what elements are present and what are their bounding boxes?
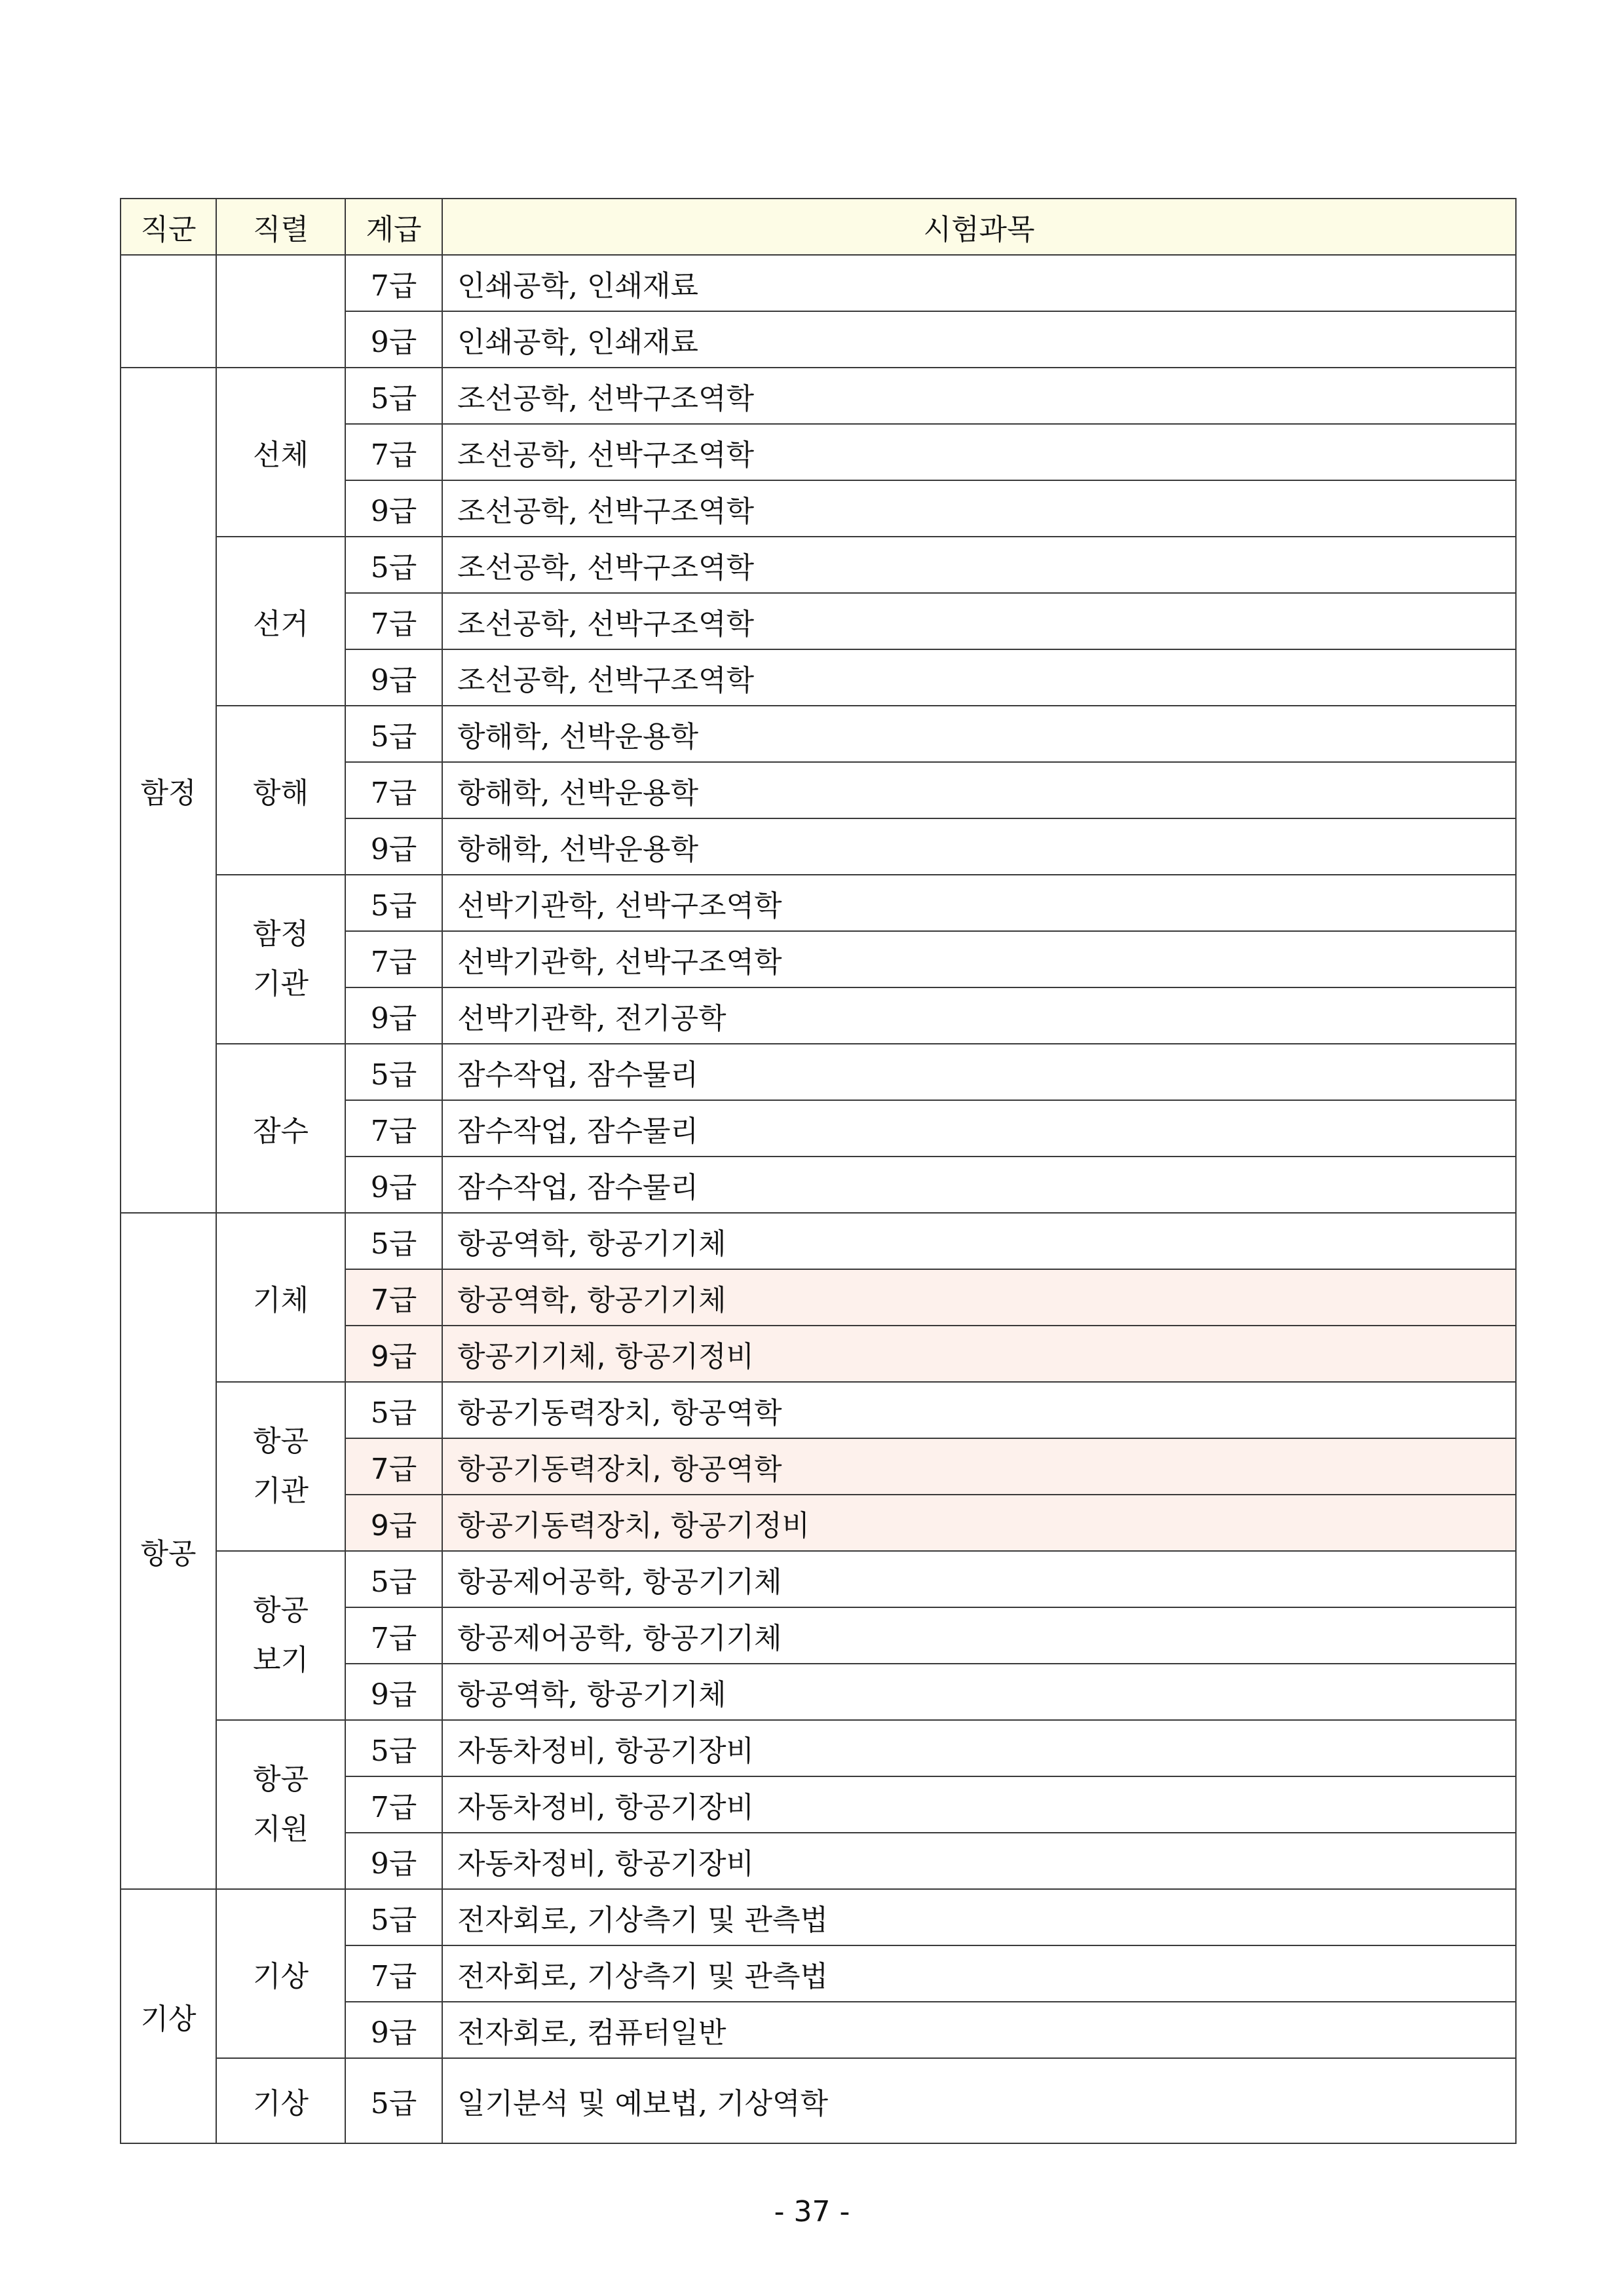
table-row [121, 1551, 1516, 1607]
subject-cell: 항공역학, 항공기기체 [442, 1664, 1516, 1720]
subject-cell: 조선공학, 선박구조역학 [442, 537, 1516, 593]
subject-cell: 조선공학, 선박구조역학 [442, 424, 1516, 480]
series-cell-hanggong-gigwan [216, 1382, 345, 1551]
grade-cell: 9급 [345, 1326, 442, 1382]
grade-cell: 9급 [345, 480, 442, 537]
grade-cell: 9급 [345, 1664, 442, 1720]
subject-cell: 항공기동력장치, 항공역학 [442, 1438, 1516, 1495]
grade-cell: 5급 [345, 368, 442, 424]
series-cell-gisang-1: 기상 [216, 1889, 345, 2058]
subject-cell: 인쇄공학, 인쇄재료 [442, 255, 1516, 311]
table-row [121, 2058, 1516, 2143]
series-cell-giche: 기체 [216, 1213, 345, 1382]
subject-cell: 선박기관학, 선박구조역학 [442, 875, 1516, 931]
table-row [121, 1382, 1516, 1438]
series-cell-jamsu: 잠수 [216, 1044, 345, 1213]
grade-cell: 9급 [345, 987, 442, 1044]
grade-cell: 5급 [345, 875, 442, 931]
grade-cell: 7급 [345, 424, 442, 480]
grade-cell: 5급 [345, 706, 442, 762]
series-cell-hanggong-bogi [216, 1551, 345, 1720]
grade-cell: 7급 [345, 1776, 442, 1833]
series-cell-hanggong-jiwon [216, 1720, 345, 1889]
subject-cell: 선박기관학, 전기공학 [442, 987, 1516, 1044]
grade-cell: 7급 [345, 1945, 442, 2002]
grade-cell: 5급 [345, 1720, 442, 1776]
series-cell-gisang-2: 기상 [216, 2058, 345, 2143]
grade-cell: 7급 [345, 1269, 442, 1326]
grade-cell: 7급 [345, 255, 442, 311]
page-number: - 37 - [774, 2195, 850, 2229]
series-label-line-1: 항공 [252, 1594, 309, 1627]
grade-cell: 7급 [345, 1607, 442, 1664]
subject-cell: 항공기동력장치, 항공기정비 [442, 1495, 1516, 1551]
subject-cell: 항공제어공학, 항공기기체 [442, 1551, 1516, 1607]
grade-cell: 9급 [345, 311, 442, 368]
subject-cell: 항공역학, 항공기기체 [442, 1213, 1516, 1269]
table-row [121, 1720, 1516, 1776]
series-cell-hamjeong-gigwan [216, 875, 345, 1044]
grade-cell: 7급 [345, 593, 442, 649]
table-row [121, 1044, 1516, 1100]
subject-cell: 항해학, 선박운용학 [442, 706, 1516, 762]
grade-cell: 5급 [345, 1551, 442, 1607]
header-subjects: 시험과목 [442, 199, 1516, 255]
subject-cell: 항공제어공학, 항공기기체 [442, 1607, 1516, 1664]
group-cell-gisang: 기상 [121, 1889, 216, 2143]
subject-cell: 전자회로, 기상측기 및 관측법 [442, 1889, 1516, 1945]
subject-cell: 항해학, 선박운용학 [442, 762, 1516, 818]
subject-cell: 자동차정비, 항공기장비 [442, 1833, 1516, 1889]
grade-cell: 7급 [345, 762, 442, 818]
series-label-line-2: 기관 [252, 967, 309, 1001]
series-label-line-1: 함정 [252, 917, 309, 951]
series-label-line-1: 항공 [252, 1763, 309, 1796]
grade-cell: 5급 [345, 1044, 442, 1100]
series-label-line-2: 지원 [252, 1812, 309, 1846]
subject-cell: 조선공학, 선박구조역학 [442, 368, 1516, 424]
subject-cell: 항공기기체, 항공기정비 [442, 1326, 1516, 1382]
header-grade: 계급 [345, 199, 442, 255]
series-cell-seongeo: 선거 [216, 537, 345, 706]
grade-cell: 9급 [345, 818, 442, 875]
table-row [121, 875, 1516, 931]
series-cell-hanghae: 항해 [216, 706, 345, 875]
series-label-line-2: 보기 [252, 1643, 309, 1677]
grade-cell: 5급 [345, 1213, 442, 1269]
subject-cell: 항해학, 선박운용학 [442, 818, 1516, 875]
series-label-line-1: 항공 [252, 1425, 309, 1458]
subject-cell: 일기분석 및 예보법, 기상역학 [442, 2058, 1516, 2143]
subject-cell: 자동차정비, 항공기장비 [442, 1720, 1516, 1776]
header-group: 직군 [121, 199, 216, 255]
grade-cell: 5급 [345, 1889, 442, 1945]
subject-cell: 인쇄공학, 인쇄재료 [442, 311, 1516, 368]
subject-cell: 잠수작업, 잠수물리 [442, 1157, 1516, 1213]
grade-cell: 5급 [345, 2058, 442, 2143]
series-label-line-2: 기관 [252, 1474, 309, 1508]
table-row [121, 1889, 1516, 1945]
subject-cell: 조선공학, 선박구조역학 [442, 480, 1516, 537]
group-cell-print [121, 255, 216, 368]
subject-cell: 선박기관학, 선박구조역학 [442, 931, 1516, 987]
table-row [121, 537, 1516, 593]
subject-cell: 항공역학, 항공기기체 [442, 1269, 1516, 1326]
grade-cell: 9급 [345, 649, 442, 706]
series-cell-print [216, 255, 345, 368]
grade-cell: 5급 [345, 1382, 442, 1438]
grade-cell: 7급 [345, 1438, 442, 1495]
group-cell-hamjeong: 함정 [121, 368, 216, 1213]
subject-cell: 조선공학, 선박구조역학 [442, 593, 1516, 649]
exam-subjects-table [120, 198, 1517, 2144]
series-cell-seonche: 선체 [216, 368, 345, 537]
grade-cell: 9급 [345, 1495, 442, 1551]
grade-cell: 5급 [345, 537, 442, 593]
subject-cell: 전자회로, 컴퓨터일반 [442, 2002, 1516, 2058]
grade-cell: 9급 [345, 2002, 442, 2058]
table-row [121, 1213, 1516, 1269]
group-cell-hanggong: 항공 [121, 1213, 216, 1889]
table-row [121, 255, 1516, 311]
grade-cell: 9급 [345, 1833, 442, 1889]
table-row [121, 368, 1516, 424]
subject-cell: 조선공학, 선박구조역학 [442, 649, 1516, 706]
table-header-row [121, 199, 1516, 255]
header-series: 직렬 [216, 199, 345, 255]
grade-cell: 7급 [345, 1100, 442, 1157]
grade-cell: 7급 [345, 931, 442, 987]
subject-cell: 잠수작업, 잠수물리 [442, 1044, 1516, 1100]
table-row [121, 706, 1516, 762]
subject-cell: 항공기동력장치, 항공역학 [442, 1382, 1516, 1438]
subject-cell: 자동차정비, 항공기장비 [442, 1776, 1516, 1833]
subject-cell: 전자회로, 기상측기 및 관측법 [442, 1945, 1516, 2002]
subject-cell: 잠수작업, 잠수물리 [442, 1100, 1516, 1157]
grade-cell: 9급 [345, 1157, 442, 1213]
